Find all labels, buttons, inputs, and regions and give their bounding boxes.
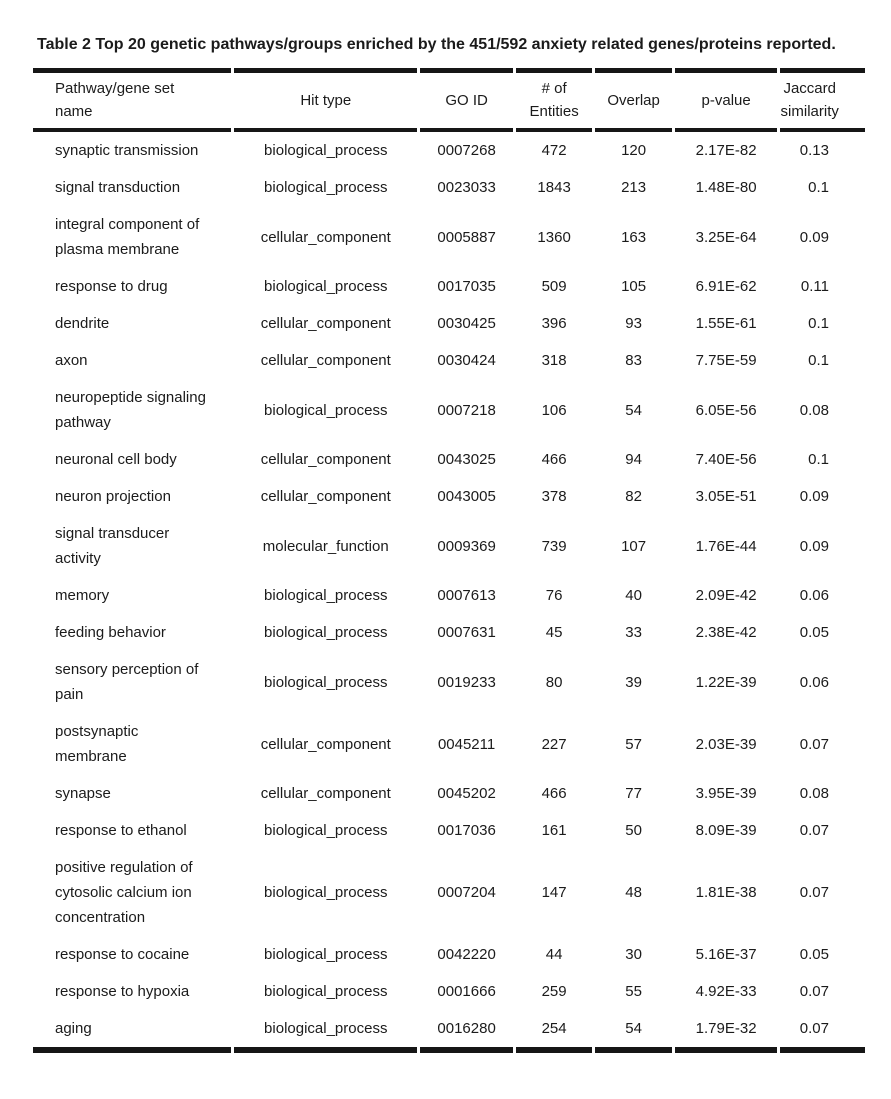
table-cell-hit-type: biological_process <box>264 884 388 901</box>
table-cell-p-value: 2.17E-82 <box>695 142 757 159</box>
table-cell-jaccard: 0.05 <box>799 624 829 641</box>
table-row <box>33 206 865 268</box>
table-cell-jaccard: 0.11 <box>800 278 829 295</box>
table-cell-go-id: 0005887 <box>437 228 496 246</box>
table-cell-overlap: 82 <box>625 488 642 505</box>
table-cell-entities: 80 <box>545 673 563 691</box>
table-cell-hit-type: biological_process <box>264 142 388 159</box>
table-cell-entities: 259 <box>541 983 567 1000</box>
table-cell-hit-type: biological_process <box>264 179 388 196</box>
table-cell-go-id: 0007204 <box>437 884 496 901</box>
table-cell-jaccard: 0.08 <box>799 401 829 419</box>
table-cell-entities: 509 <box>541 278 567 295</box>
table-row <box>33 169 865 206</box>
table-cell-go-id: 0017036 <box>437 822 496 839</box>
table-cell-hit-type: biological_process <box>264 822 388 839</box>
table-cell-p-value: 1.76E-44 <box>695 537 757 555</box>
table-row <box>33 441 865 478</box>
column-header-pathway: Pathway/gene set name <box>33 68 231 132</box>
column-header-p-value: p-value <box>675 68 778 132</box>
table-row <box>33 379 865 441</box>
table-cell-hit-type: molecular_function <box>262 537 389 555</box>
table-caption: Table 2 Top 20 genetic pathways/groups enriched by the 451/592 anxiety related genes/proteins reported. <box>37 36 836 53</box>
table-cell-jaccard: 0.09 <box>799 228 829 246</box>
table-row <box>33 651 865 713</box>
table-cell-hit-type: cellular_component <box>260 352 391 369</box>
table-cell-pathway: response to hypoxia <box>55 983 190 1000</box>
table-row <box>33 132 865 169</box>
table-cell-pathway: signal transduction <box>55 179 181 196</box>
column-header-hit-type: Hit type <box>234 68 417 132</box>
table-row <box>33 936 865 973</box>
table-cell-hit-type: biological_process <box>264 278 388 295</box>
table-cell-jaccard: 0.07 <box>799 735 829 753</box>
table-cell-overlap: 57 <box>625 735 642 753</box>
table-row <box>33 478 865 515</box>
table-row <box>33 1010 865 1053</box>
table-cell-go-id: 0009369 <box>437 537 496 555</box>
table-row <box>33 268 865 305</box>
table-cell-jaccard: 0.08 <box>799 785 829 802</box>
table-cell-overlap: 54 <box>625 401 642 419</box>
table-cell-pathway: response to ethanol <box>55 822 187 839</box>
table-row <box>33 775 865 812</box>
table-row <box>33 515 865 577</box>
table-cell-p-value: 8.09E-39 <box>695 822 757 839</box>
table-cell-overlap: 163 <box>621 228 647 246</box>
table-cell-entities: 45 <box>545 624 563 641</box>
table-cell-entities: 106 <box>541 401 567 419</box>
table-cell-jaccard: 0.1 <box>808 179 829 196</box>
table-cell-go-id: 0007631 <box>437 624 496 641</box>
table-cell-hit-type: biological_process <box>264 401 388 419</box>
table-cell-jaccard: 0.07 <box>799 983 829 1000</box>
table-cell-p-value: 7.40E-56 <box>695 451 757 468</box>
table-cell-jaccard: 0.07 <box>780 1010 865 1053</box>
table-cell-p-value: 2.03E-39 <box>695 735 757 753</box>
table-cell-go-id: 0016280 <box>420 1010 513 1053</box>
table-row <box>33 973 865 1010</box>
table-cell-jaccard: 0.06 <box>799 673 829 691</box>
table-cell-go-id: 0043005 <box>437 488 496 505</box>
table-body <box>33 132 865 1053</box>
column-header-entities: # of Entities <box>516 68 592 132</box>
table-cell-pathway: axon <box>55 352 88 369</box>
table-cell-jaccard: 0.13 <box>799 142 829 159</box>
table-cell-pathway: dendrite <box>55 315 110 332</box>
table-cell-overlap: 30 <box>625 946 642 963</box>
table-row <box>33 342 865 379</box>
table-cell-jaccard: 0.09 <box>799 537 829 555</box>
table-cell-overlap: 94 <box>625 451 642 468</box>
table-cell-pathway: integral component of plasma membrane <box>55 216 200 258</box>
table-cell-p-value: 7.75E-59 <box>695 352 757 369</box>
table-row <box>33 614 865 651</box>
table-cell-hit-type: biological_process <box>264 624 388 641</box>
table-cell-entities: 76 <box>545 587 563 604</box>
table-cell-hit-type: cellular_component <box>260 785 391 802</box>
table-cell-entities: 44 <box>545 946 563 963</box>
table-cell-entities: 466 <box>541 451 567 468</box>
table-cell-go-id: 0007268 <box>437 142 496 159</box>
table-cell-overlap: 107 <box>621 537 647 555</box>
table-cell-overlap: 40 <box>625 587 642 604</box>
table-cell-go-id: 0017035 <box>437 278 496 295</box>
table-cell-go-id: 0045202 <box>437 785 496 802</box>
table-cell-hit-type: cellular_component <box>260 315 391 332</box>
table-row <box>33 713 865 775</box>
table-cell-overlap: 93 <box>625 315 642 332</box>
column-header-go-id: GO ID <box>420 68 513 132</box>
table-cell-entities: 318 <box>541 352 567 369</box>
table-cell-p-value: 1.55E-61 <box>695 315 757 332</box>
table-cell-entities: 396 <box>541 315 567 332</box>
table-cell-p-value: 6.91E-62 <box>695 278 757 295</box>
table-cell-hit-type: biological_process <box>264 673 388 691</box>
table-cell-jaccard: 0.07 <box>799 884 829 901</box>
table-cell-pathway: neuron projection <box>55 488 171 505</box>
table-cell-pathway: aging <box>33 1010 231 1053</box>
table-cell-pathway: synapse <box>55 785 111 802</box>
table-cell-go-id: 0007218 <box>437 401 496 419</box>
table-cell-entities: 227 <box>541 735 567 753</box>
table-cell-p-value: 1.22E-39 <box>695 673 757 691</box>
table-cell-jaccard: 0.1 <box>808 451 829 468</box>
table-cell-hit-type: cellular_component <box>260 488 391 505</box>
table-cell-entities: 161 <box>541 822 567 839</box>
table-cell-p-value: 2.09E-42 <box>695 587 757 604</box>
table-cell-go-id: 0001666 <box>437 983 496 1000</box>
table-cell-overlap: 54 <box>595 1010 671 1053</box>
table-cell-go-id: 0042220 <box>437 946 496 963</box>
table-cell-pathway: neuropeptide signaling pathway <box>55 389 206 431</box>
table-cell-go-id: 0019233 <box>437 673 496 691</box>
table-cell-hit-type: cellular_component <box>260 735 391 753</box>
table-cell-hit-type: cellular_component <box>260 228 391 246</box>
table-cell-overlap: 77 <box>625 785 642 802</box>
table-cell-hit-type: cellular_component <box>260 451 391 468</box>
column-header-jaccard: Jaccard similarity <box>780 68 865 132</box>
table-cell-overlap: 48 <box>625 884 642 901</box>
table-cell-entities: 472 <box>541 142 567 159</box>
table-cell-pathway: response to cocaine <box>55 946 190 963</box>
table-cell-pathway: neuronal cell body <box>55 451 177 468</box>
table-cell-entities: 1843 <box>537 179 571 196</box>
table-row <box>33 849 865 936</box>
table-cell-p-value: 6.05E-56 <box>695 401 757 419</box>
table-cell-p-value: 3.05E-51 <box>695 488 757 505</box>
table-cell-p-value: 1.79E-32 <box>675 1010 778 1053</box>
table-cell-entities: 466 <box>541 785 567 802</box>
table-cell-overlap: 39 <box>625 673 642 691</box>
table-cell-overlap: 105 <box>621 278 647 295</box>
table-cell-entities: 1360 <box>537 228 571 246</box>
table-cell-p-value: 1.81E-38 <box>695 884 757 901</box>
table-cell-jaccard: 0.1 <box>808 315 829 332</box>
table-cell-hit-type: biological_process <box>264 946 388 963</box>
table-cell-p-value: 5.16E-37 <box>695 946 757 963</box>
table-cell-go-id: 0030425 <box>437 315 496 332</box>
table-row <box>33 577 865 614</box>
table-cell-pathway: signal transducer activity <box>55 525 170 567</box>
table-cell-go-id: 0007613 <box>437 587 496 604</box>
table-cell-jaccard: 0.05 <box>799 946 829 963</box>
table-cell-overlap: 120 <box>621 142 647 159</box>
table-cell-overlap: 55 <box>625 983 642 1000</box>
table-cell-overlap: 33 <box>625 624 642 641</box>
table-cell-pathway: sensory perception of pain <box>55 661 199 703</box>
table-header-row <box>33 68 865 132</box>
table-cell-overlap: 213 <box>621 179 647 196</box>
table-cell-p-value: 1.48E-80 <box>695 179 757 196</box>
table-cell-pathway: synaptic transmission <box>55 142 199 159</box>
table-cell-go-id: 0030424 <box>437 352 496 369</box>
table-cell-p-value: 3.95E-39 <box>695 785 757 802</box>
table-cell-pathway: positive regulation of cytosolic calcium ion concentration <box>55 859 193 926</box>
table-cell-overlap: 50 <box>625 822 642 839</box>
table-cell-entities: 254 <box>516 1010 592 1053</box>
table-cell-hit-type: biological_process <box>264 587 388 604</box>
enrichment-table <box>30 68 868 1053</box>
table-cell-pathway: postsynaptic membrane <box>55 723 139 765</box>
table-cell-p-value: 3.25E-64 <box>695 228 757 246</box>
table-cell-pathway: feeding behavior <box>55 624 166 641</box>
table-cell-entities: 147 <box>541 884 567 901</box>
table-cell-jaccard: 0.07 <box>799 822 829 839</box>
column-header-overlap: Overlap <box>595 68 671 132</box>
table-cell-pathway: memory <box>55 587 110 604</box>
table-cell-jaccard: 0.1 <box>808 352 829 369</box>
table-row <box>33 305 865 342</box>
table-cell-go-id: 0023033 <box>437 179 496 196</box>
table-cell-go-id: 0043025 <box>437 451 496 468</box>
table-row <box>33 812 865 849</box>
table-cell-jaccard: 0.06 <box>799 587 829 604</box>
table-cell-pathway: response to drug <box>55 278 168 295</box>
table-cell-p-value: 2.38E-42 <box>695 624 757 641</box>
table-cell-overlap: 83 <box>625 352 642 369</box>
table-cell-entities: 378 <box>541 488 567 505</box>
table-header <box>33 68 865 132</box>
table-cell-go-id: 0045211 <box>437 735 496 753</box>
table-cell-p-value: 4.92E-33 <box>695 983 757 1000</box>
table-cell-hit-type: biological_process <box>234 1010 417 1053</box>
table-cell-hit-type: biological_process <box>264 983 388 1000</box>
table-cell-jaccard: 0.09 <box>799 488 829 505</box>
table-cell-entities: 739 <box>541 537 567 555</box>
